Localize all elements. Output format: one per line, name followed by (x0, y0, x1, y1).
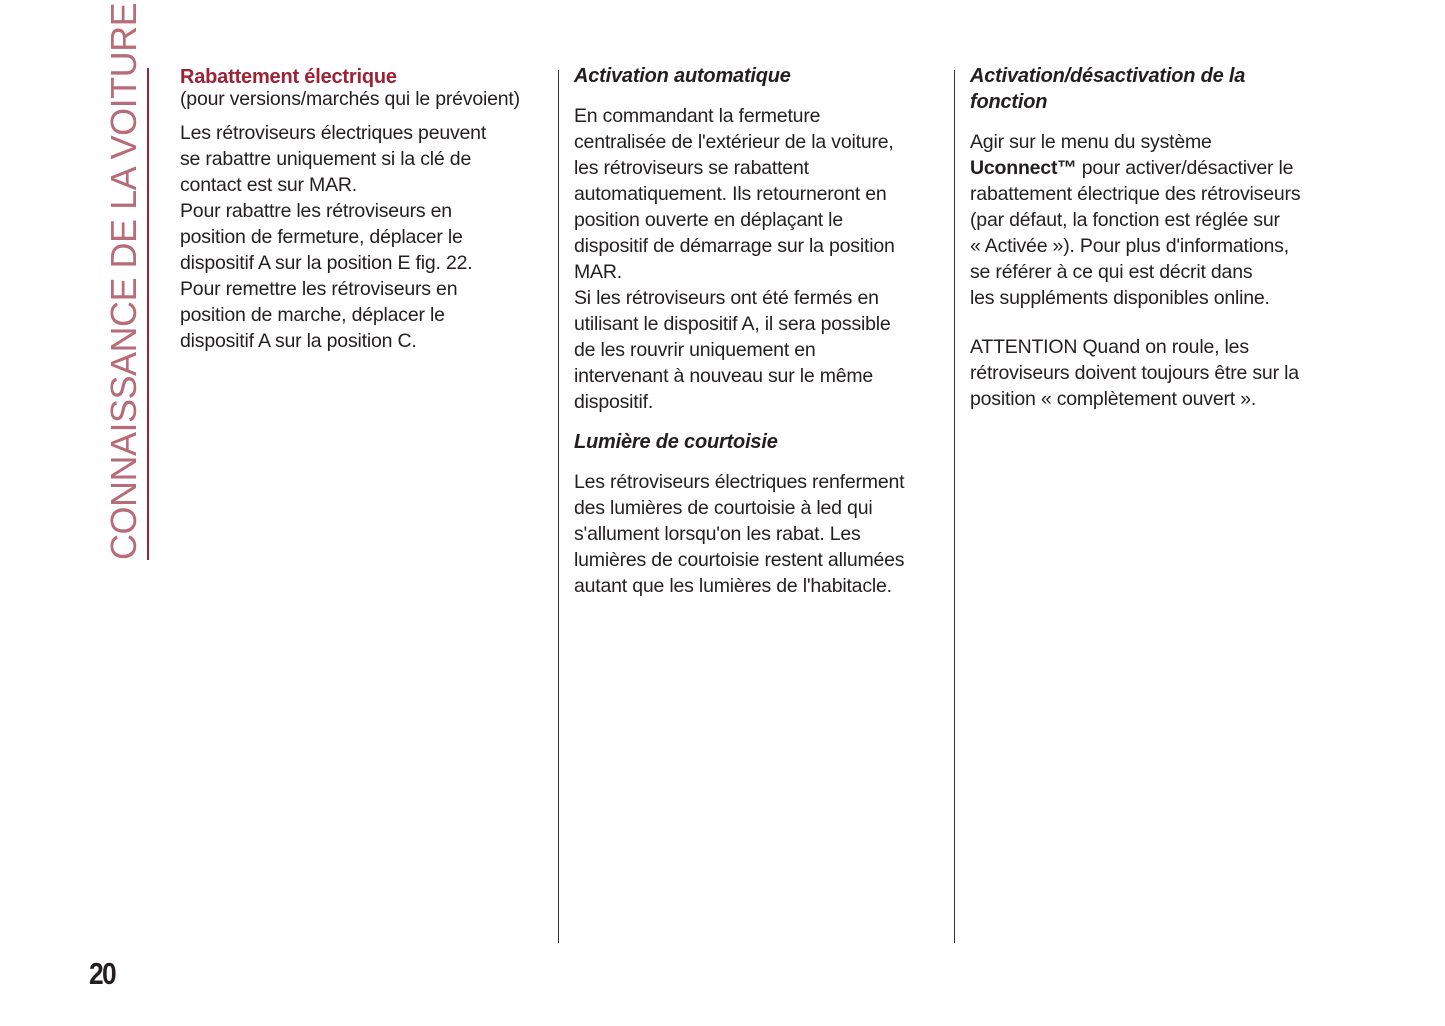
paragraph (970, 129, 1300, 311)
text-line: automatiquement. Ils retourneront en (574, 183, 887, 205)
text-line: ATTENTION Quand on roule, les (970, 336, 1249, 358)
text-line: Agir sur le menu du système (970, 131, 1212, 153)
text-line: rabattement électrique des rétroviseurs (970, 183, 1301, 205)
subsection-heading: Activation automatique (574, 65, 791, 87)
text-lines (970, 181, 1300, 311)
text-line: Activation/désactivation de la (970, 65, 1246, 87)
column-1 (180, 66, 520, 354)
subsection-heading (970, 63, 1300, 115)
section-subtitle: (pour versions/marchés qui le prévoient) (180, 88, 520, 110)
text-line: rétroviseurs doivent toujours être sur la (970, 362, 1299, 384)
text-line: MAR. (574, 261, 622, 283)
text-line: les suppléments disponibles online. (970, 287, 1270, 309)
column-3 (970, 63, 1300, 412)
text-line: contact est sur MAR. (180, 174, 357, 196)
text-line: dispositif A sur la position C. (180, 330, 417, 352)
text-line: s'allument lorsqu'on les rabat. Les (574, 523, 861, 545)
subsection-heading: Lumière de courtoisie (574, 431, 778, 453)
column-2 (574, 63, 904, 599)
text-line: Si les rétroviseurs ont été fermés en (574, 287, 879, 309)
text-fragment: pour activer/désactiver le (1076, 157, 1294, 179)
text-line: Les rétroviseurs électriques renferment (574, 471, 905, 493)
text-line: dispositif de démarrage sur la position (574, 235, 895, 257)
brand-name: Uconnect™ (970, 157, 1077, 179)
section-title: Rabattement électrique (180, 66, 397, 88)
text-line: centralisée de l'extérieur de la voiture, (574, 131, 894, 153)
text-line: « Activée »). Pour plus d'informations, (970, 235, 1289, 257)
text-line: En commandant la fermeture (574, 105, 821, 127)
section-marker-line (147, 68, 149, 560)
paragraph (574, 103, 904, 415)
page-number: 20 (89, 956, 115, 991)
text-line: Les rétroviseurs électriques peuvent (180, 122, 487, 144)
text-line: de les rouvrir uniquement en (574, 339, 816, 361)
text-line: Pour remettre les rétroviseurs en (180, 278, 458, 300)
attention-paragraph (970, 334, 1300, 412)
text-line: se rabattre uniquement si la clé de (180, 148, 472, 170)
text-line: dispositif A sur la position E fig. 22. (180, 252, 473, 274)
text-line: dispositif. (574, 391, 654, 413)
text-line: lumières de courtoisie restent allumées (574, 549, 905, 571)
text-line: autant que les lumières de l'habitacle. (574, 575, 892, 597)
text-line: se référer à ce qui est décrit dans (970, 261, 1253, 283)
text-line: (par défaut, la fonction est réglée sur (970, 209, 1280, 231)
text-line: les rétroviseurs se rabattent (574, 157, 809, 179)
section-side-title: CONNAISSANCE DE LA VOITURE (103, 2, 144, 560)
text-line: intervenant à nouveau sur le même (574, 365, 874, 387)
text-line (970, 155, 1300, 181)
text-line: position de marche, déplacer le (180, 304, 445, 326)
column-divider (558, 70, 559, 943)
text-line: des lumières de courtoisie à led qui (574, 497, 873, 519)
text-line: fonction (970, 91, 1048, 113)
text-line: position ouverte en déplaçant le (574, 209, 843, 231)
text-line: position de fermeture, déplacer le (180, 226, 463, 248)
paragraph (574, 469, 904, 599)
column-divider (954, 70, 955, 943)
text-line: position « complètement ouvert ». (970, 388, 1257, 410)
paragraph (180, 120, 520, 354)
text-line: utilisant le dispositif A, il sera possible (574, 313, 891, 335)
text-line: Pour rabattre les rétroviseurs en (180, 200, 452, 222)
